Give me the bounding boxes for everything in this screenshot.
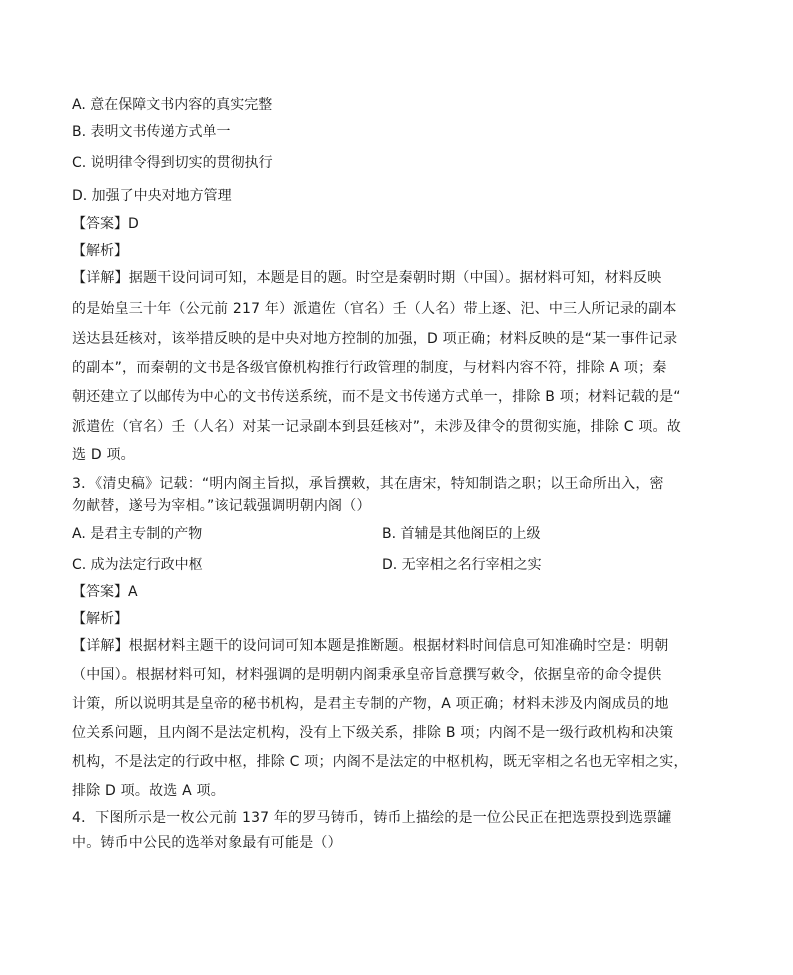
q3-analysis-label: 【解析】 — [72, 611, 128, 627]
q2-detail-line: 【详解】据题干设问词可知，本题是目的题。时空是秦朝时期（中国）。据材料可知，材料反映 — [72, 270, 662, 286]
q3-answer: 【答案】A — [72, 584, 138, 600]
q2-option-b: B. 表明文书传递方式单一 — [72, 124, 231, 140]
q2-option-a: A. 意在保障文书内容的真实完整 — [72, 97, 273, 113]
q3-detail-line: 排除 D 项。故选 A 项。 — [72, 783, 225, 799]
q2-option-c: C. 说明律令得到切实的贯彻执行 — [72, 155, 273, 171]
q2-answer: 【答案】D — [72, 216, 139, 232]
q2-detail-line: 送达县廷核对，该举措反映的是中央对地方控制的加强，D 项正确；材料反映的是“某一事件记录 — [72, 331, 678, 347]
q3-option-a: A. 是君主专制的产物 — [72, 526, 203, 542]
q2-detail-line: 朝还建立了以邮传为中心的文书传送系统，而不是文书传递方式单一，排除 B 项；材料记载的是“ — [72, 389, 681, 405]
q3-option-b: B. 首辅是其他阁臣的上级 — [382, 526, 541, 542]
q4-stem-line: 4．下图所示是一枚公元前 137 年的罗马铸币，铸币上描绘的是一位公民正在把选票投到选票罐 — [72, 810, 672, 826]
q3-detail-line: 机构，不是法定的行政中枢，排除 C 项；内阁不是法定的中枢机构，既无宰相之名也无宰相之实， — [72, 754, 688, 770]
q3-option-d: D. 无宰相之名行宰相之实 — [382, 557, 542, 573]
q2-option-d: D. 加强了中央对地方管理 — [72, 188, 232, 204]
q3-detail-line: （中国）。根据材料可知，材料强调的是明朝内阁秉承皇帝旨意撰写敕令，依据皇帝的命令提供 — [72, 667, 662, 683]
q2-detail-line: 的是始皇三十年（公元前 217 年）派遣佐（官名）壬（人名）带上逐、汜、中三人所记录的副本 — [72, 301, 677, 317]
q3-option-c: C. 成为法定行政中枢 — [72, 557, 203, 573]
q3-detail-line: 位关系问题，且内阁不是法定机构，没有上下级关系，排除 B 项；内阁不是一级行政机构和决策 — [72, 725, 674, 741]
q3-detail-line: 【详解】根据材料主题干的设问词可知本题是推断题。根据材料时间信息可知准确时空是：明朝 — [72, 638, 669, 654]
q4-stem-line: 中。铸币中公民的选举对象最有可能是（） — [72, 835, 342, 851]
q2-analysis-label: 【解析】 — [72, 243, 128, 259]
q2-detail-line: 派遣佐（官名）壬（人名）对某一记录副本到县廷核对”，未涉及律令的贯彻实施，排除 C 项。故 — [72, 419, 681, 435]
q2-detail-line: 的副本”，而秦朝的文书是各级官僚机构推行行政管理的制度，与材料内容不符，排除 A 项；秦 — [72, 360, 667, 376]
q3-stem-line: 勿献替，遂号为宰相。”该记载强调明朝内阁（） — [72, 498, 371, 514]
q3-stem-line: 3．《清史稿》记载：“明内阁主旨拟，承旨撰敕，其在唐宋，特知制诰之职；以王命所出入，密 — [72, 476, 664, 492]
q3-detail-line: 计策，所以说明其是皇帝的秘书机构，是君主专制的产物，A 项正确；材料未涉及内阁成员的地 — [72, 696, 669, 712]
q2-detail-line: 选 D 项。 — [72, 447, 135, 463]
